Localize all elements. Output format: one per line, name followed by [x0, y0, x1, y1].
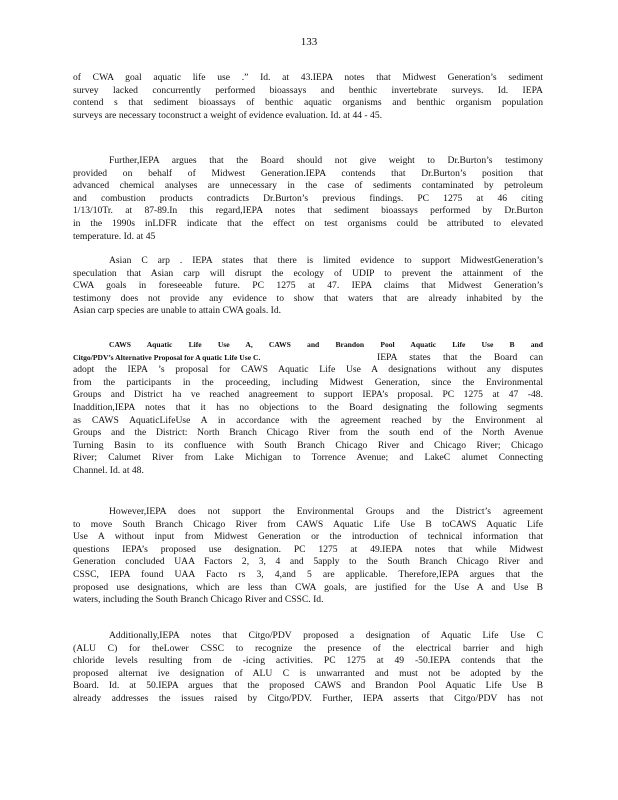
text-line: questions IEPA’s proposed use designation. PC 1275 at 49.IEPA notes that while Midwest [73, 543, 543, 555]
text-line: of CWA goal aquatic life use .” Id. at 43.IEPA notes that Midwest Generation’s sediment [73, 72, 543, 83]
heading-continuation-row [73, 352, 543, 365]
text-line: Additionally,IEPA notes that Citgo/PDV proposed a designation of Aquatic Life Use C [109, 630, 543, 641]
paragraph-2 [73, 155, 543, 243]
text-line: IEPA states that the Board can [377, 351, 543, 363]
text-line: testimony does not provide any evidence to show that waters that are already inhabited by the [73, 292, 543, 304]
text-line: temperature. Id. at 45 [73, 230, 156, 242]
text-line: Use A without input from Midwest Generation or the introduction of technical information that [73, 531, 543, 543]
paragraph-3 [73, 255, 543, 318]
text-line: to move South Branch Chicago River from CAWS Aquatic Life Use B toCAWS Aquatic Life [73, 518, 543, 530]
text-line: speculation that Asian carp will disrupt the ecology of UDIP to prevent the attainment of the [73, 267, 543, 279]
text-line: already addresses the issues raised by Citgo/PDV. Further, IEPA asserts that Citgo/PDV has not [73, 692, 543, 704]
text-line: Asian C arp . IEPA states that there is limited evidence to support MidwestGeneration’s [109, 255, 543, 266]
text-line: However,IEPA does not support the Environmental Groups and the District’s agreement [109, 506, 543, 517]
text-line: provided on behalf of Midwest Generation.IEPA contends that Dr.Burton’s position that [73, 167, 543, 179]
text-line: proposed use designations, which are less than CWA goals, are justified for the Use A and Use B [73, 581, 543, 593]
text-line: Board. Id. at 50.IEPA argues that the proposed CAWS and Brandon Pool Aquatic Life Use B [73, 680, 543, 692]
text-line: River; Calumet River from Lake Michigan to Torrence Avenue; and LakeC alumet Connecting [73, 452, 543, 464]
text-line: proposed alternat ive designation of ALU C is unwarranted and must not be adopted by the [73, 667, 543, 679]
text-line: Channel. Id. at 48. [73, 464, 144, 476]
paragraph-6 [73, 630, 543, 706]
text-line: Generation concluded UAA Factors 2, 3, 4 and 5apply to the South Branch Chicago River and [73, 556, 543, 568]
text-line: Asian carp species are unable to attain CWA goals. Id. [73, 305, 282, 317]
text-line: as CAWS AquaticLifeUse A in accordance with the agreement reached by the Environment al [73, 414, 543, 426]
text-line: waters, including the South Branch Chicago River and CSSC. Id. [73, 594, 324, 606]
text-line: Groups and District ha ve reached anagreement to support IEPA’s proposal. PC 1275 at 47 -48. [73, 389, 543, 401]
text-line: CWA goals in foreseeable future. PC 1275 at 47. IEPA claims that Midwest Generation’s [73, 280, 543, 292]
text-line: CSSC, IEPA found UAA Facto rs 3, 4,and 5 are applicable. Therefore,IEPA argues that the [73, 568, 543, 580]
text-line: in the 1990s inLDFR indicate that the effect on test organisms could be attributed to elevated [73, 217, 543, 229]
paragraph-5 [73, 506, 543, 607]
text-line: surveys are necessary toconstruct a weight of evidence evaluation. Id. at 44 - 45. [73, 109, 383, 121]
page-number: 133 [300, 36, 318, 48]
text-line: (ALU C) for theLower CSSC to recognize the presence of the electrical barrier and high [73, 642, 543, 654]
paragraph-1 [73, 72, 543, 122]
text-line: advanced chemical analyses are unnecessary in the case of sediments contaminated by petroleum [73, 180, 543, 192]
text-line: Groups and the District: North Branch Chicago River from the south end of the North Avenue [73, 427, 543, 439]
text-line: and combustion products contradicts Dr.Burton’s previous findings. PC 1275 at 46 citing [73, 192, 543, 204]
text-line: Inaddition,IEPA notes that it has no objections to the Board designating the following segments [73, 401, 543, 413]
text-line: adopt the IEPA ’s proposal for CAWS Aquatic Life Use A designations without any disputes [73, 364, 543, 376]
text-line: chloride levels resulting from de -icing activities. PC 1275 at 49 -50.IEPA contends that the [73, 655, 543, 667]
text-line: 1/13/10Tr. at 87-89.In this regard,IEPA notes that sediment bioassays performed by Dr.Burton [73, 205, 543, 217]
section-heading-line: Citgo/PDV’s Alternative Proposal for A quatic Life Use C. [73, 352, 261, 362]
text-line: survey lacked concurrently performed bioassays and benthic invertebrate surveys. Id. IEPA [73, 84, 543, 96]
text-line: Further,IEPA argues that the Board should not give weight to Dr.Burton’s testimony [109, 155, 543, 166]
text-line: Turning Basin to its confluence with South Branch Chicago River and Chicago River; Chicago [73, 439, 543, 451]
section-heading-line: CAWS Aquatic Life Use A, CAWS and Brandon Pool Aquatic Life Use B and [109, 340, 543, 349]
paragraph-4 [73, 339, 543, 478]
text-line: contend s that sediment bioassays of benthic aquatic organisms and benthic organism population [73, 97, 543, 109]
text-line: from the participants in the proceeding, including Midwest Generation, since the Environmental [73, 376, 543, 388]
